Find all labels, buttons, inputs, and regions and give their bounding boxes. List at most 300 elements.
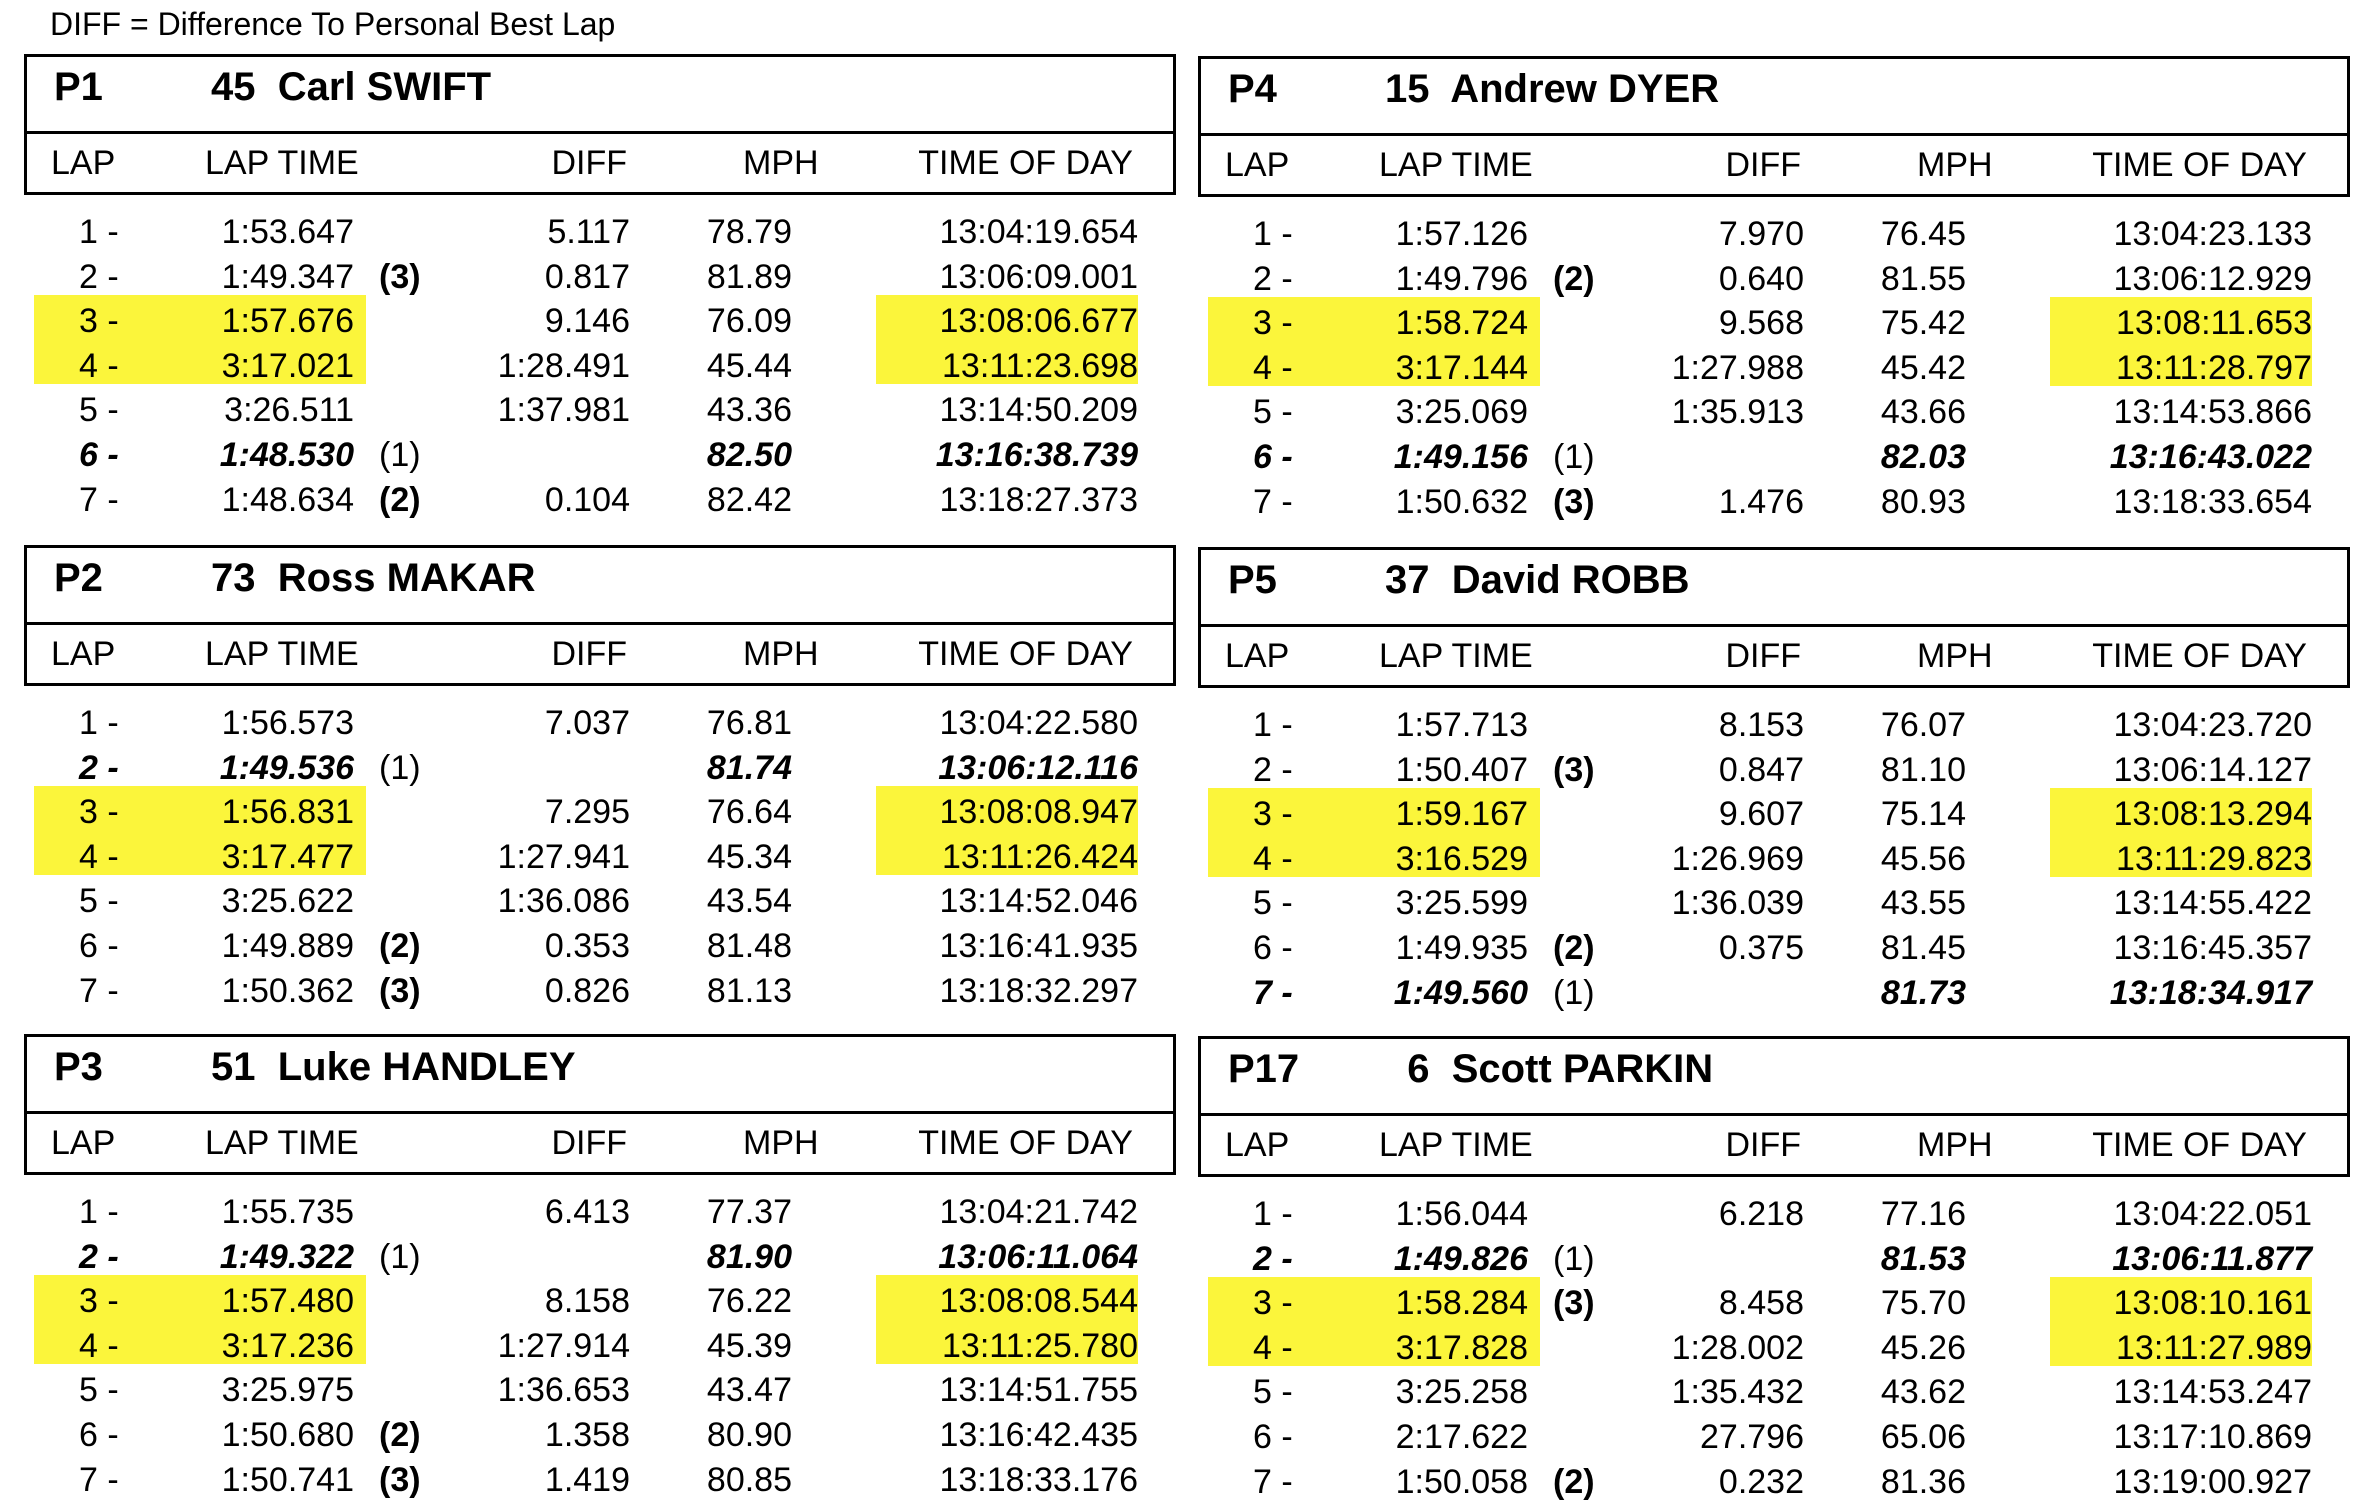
column-headers (27, 625, 1173, 686)
lap-time: 1:50.058 (1395, 1462, 1528, 1501)
lap-time-of-day: 13:18:33.654 (2113, 482, 2312, 521)
lap-row (1198, 703, 2350, 748)
driver-header (27, 548, 1173, 625)
lap-rank: (2) (1553, 1462, 1595, 1501)
lap-number: 4 - (79, 1326, 119, 1365)
lap-row (24, 433, 1176, 478)
lap-number: 5 - (1253, 884, 1293, 923)
lap-diff: 1:36.039 (1671, 884, 1804, 923)
lap-number: 7 - (1253, 1462, 1293, 1501)
lap-number: 1 - (1253, 706, 1293, 744)
lap-time: 1:49.935 (1395, 928, 1528, 967)
driver-name: 51 Luke HANDLEY (211, 1045, 576, 1089)
lap-mph: 75.70 (1880, 1284, 1966, 1323)
lap-time: 1:49.889 (221, 926, 354, 965)
lap-time-of-day: 13:08:08.544 (939, 1282, 1138, 1321)
column-header-lap: LAP (51, 144, 116, 182)
lap-number: 3 - (1253, 795, 1293, 834)
lap-time-of-day: 13:11:29.823 (2116, 839, 2312, 878)
lap-diff: 1:28.002 (1671, 1328, 1804, 1367)
lap-mph: 76.81 (706, 704, 792, 742)
lap-rows (1198, 703, 2350, 1015)
lap-rank: (3) (1553, 1284, 1595, 1323)
lap-row (24, 388, 1176, 433)
lap-number: 1 - (79, 213, 119, 251)
column-header-lap: LAP (1225, 1126, 1290, 1164)
lap-row (24, 1368, 1176, 1413)
lap-number: 2 - (1253, 750, 1293, 789)
lap-time-of-day: 13:16:43.022 (2109, 437, 2312, 476)
lap-time-of-day: 13:17:10.869 (2113, 1417, 2312, 1456)
driver-panel (24, 1034, 1176, 1499)
lap-mph: 45.39 (706, 1326, 792, 1365)
lap-number: 2 - (79, 1237, 119, 1276)
lap-diff: 27.796 (1700, 1417, 1804, 1456)
lap-mph: 76.22 (706, 1282, 792, 1321)
lap-rank: (2) (379, 1415, 421, 1454)
lap-diff: 1:35.432 (1671, 1373, 1804, 1412)
lap-time: 2:17.622 (1395, 1417, 1528, 1456)
lap-rank: (1) (379, 435, 421, 474)
lap-row (1198, 881, 2350, 926)
column-header-lap: LAP (51, 635, 116, 673)
lap-diff: 9.607 (1718, 795, 1804, 834)
column-headers (1201, 1116, 2347, 1177)
lap-diff: 0.104 (544, 480, 630, 519)
lap-row (1198, 1192, 2350, 1237)
lap-row (1198, 971, 2350, 1016)
lap-row (24, 835, 1176, 880)
lap-row (24, 210, 1176, 255)
lap-diff: 6.218 (1718, 1195, 1804, 1233)
driver-panel (1198, 56, 2350, 521)
lap-time: 1:56.831 (221, 793, 354, 832)
column-header-lap: LAP (51, 1124, 116, 1162)
lap-time-of-day: 13:18:33.176 (939, 1460, 1138, 1499)
lap-diff: 7.037 (544, 704, 630, 742)
lap-mph: 45.42 (1880, 348, 1966, 387)
lap-time: 1:56.573 (221, 704, 354, 742)
lap-number: 7 - (1253, 973, 1293, 1012)
lap-number: 1 - (79, 704, 119, 742)
lap-mph: 81.13 (706, 971, 792, 1010)
driver-header (27, 1037, 1173, 1114)
lap-time: 3:26.511 (224, 391, 354, 430)
column-headers (27, 1114, 1173, 1175)
lap-row (24, 478, 1176, 523)
lap-rows (24, 1190, 1176, 1502)
lap-diff: 1:27.988 (1671, 348, 1804, 387)
lap-number: 6 - (79, 1415, 119, 1454)
lap-time: 3:17.144 (1395, 348, 1528, 387)
column-header-lap: LAP (1225, 637, 1290, 675)
lap-diff: 1.358 (544, 1415, 630, 1454)
lap-diff: 7.295 (544, 793, 630, 832)
lap-mph: 81.48 (706, 926, 792, 965)
lap-number: 2 - (79, 257, 119, 296)
lap-row (24, 1190, 1176, 1235)
lap-number: 7 - (79, 1460, 119, 1499)
lap-diff: 8.153 (1718, 706, 1804, 744)
lap-time-of-day: 13:18:27.373 (939, 480, 1138, 519)
lap-diff: 0.826 (544, 971, 630, 1010)
lap-number: 7 - (1253, 482, 1293, 521)
lap-time: 1:55.735 (221, 1193, 354, 1231)
lap-time: 1:50.741 (221, 1460, 354, 1499)
lap-time-of-day: 13:06:12.929 (2113, 259, 2312, 298)
lap-number: 7 - (79, 480, 119, 519)
lap-number: 6 - (1253, 1417, 1293, 1456)
lap-mph: 81.36 (1880, 1462, 1966, 1501)
lap-diff: 8.158 (544, 1282, 630, 1321)
column-headers (27, 134, 1173, 195)
lap-time: 1:49.560 (1393, 973, 1528, 1012)
column-header-time-of-day: TIME OF DAY (918, 144, 1133, 182)
lap-diff: 0.817 (544, 257, 630, 296)
lap-rows (1198, 1192, 2350, 1504)
lap-mph: 43.47 (706, 1371, 792, 1410)
lap-time-of-day: 13:14:53.866 (2113, 393, 2312, 432)
lap-mph: 81.53 (1880, 1239, 1966, 1278)
lap-row (24, 1324, 1176, 1369)
lap-time: 1:49.826 (1393, 1239, 1528, 1278)
lap-time-of-day: 13:18:32.297 (939, 971, 1138, 1010)
column-header-lap-time: LAP TIME (1379, 637, 1533, 675)
lap-time-of-day: 13:04:23.720 (2113, 706, 2312, 744)
lap-time: 3:25.622 (221, 882, 354, 921)
lap-time-of-day: 13:16:38.739 (935, 435, 1138, 474)
lap-time: 1:50.407 (1395, 750, 1528, 789)
lap-row (1198, 212, 2350, 257)
lap-row (1198, 926, 2350, 971)
lap-time: 1:49.796 (1395, 259, 1528, 298)
lap-time: 1:57.713 (1395, 706, 1528, 744)
lap-time: 1:56.044 (1395, 1195, 1528, 1233)
lap-number: 6 - (1253, 928, 1293, 967)
lap-row (1198, 1370, 2350, 1415)
lap-row (24, 344, 1176, 389)
lap-time-of-day: 13:18:34.917 (2109, 973, 2312, 1012)
lap-row (1198, 1237, 2350, 1282)
lap-time: 3:17.828 (1395, 1328, 1528, 1367)
lap-diff: 1:26.969 (1671, 839, 1804, 878)
lap-row (24, 1235, 1176, 1280)
column-header-lap-time: LAP TIME (205, 1124, 359, 1162)
lap-rank: (3) (379, 971, 421, 1010)
lap-mph: 76.09 (706, 302, 792, 341)
lap-row (1198, 748, 2350, 793)
lap-row (1198, 837, 2350, 882)
lap-mph: 76.64 (706, 793, 792, 832)
lap-diff: 1:28.491 (497, 346, 630, 385)
lap-mph: 81.73 (1880, 973, 1966, 1012)
column-header-lap-time: LAP TIME (1379, 146, 1533, 184)
panel-header-box (1198, 547, 2350, 688)
lap-rank: (1) (1553, 973, 1595, 1012)
lap-time: 1:49.536 (219, 748, 354, 787)
lap-row (24, 1279, 1176, 1324)
lap-time-of-day: 13:04:22.580 (939, 704, 1138, 742)
lap-number: 7 - (79, 971, 119, 1010)
lap-time: 1:58.284 (1395, 1284, 1528, 1323)
lap-mph: 80.85 (706, 1460, 792, 1499)
column-header-time-of-day: TIME OF DAY (2092, 1126, 2307, 1164)
lap-rank: (3) (379, 257, 421, 296)
lap-diff: 7.970 (1718, 215, 1804, 253)
lap-number: 3 - (79, 1282, 119, 1321)
driver-header (1201, 550, 2347, 627)
lap-time-of-day: 13:06:09.001 (939, 257, 1138, 296)
lap-time: 1:57.480 (221, 1282, 354, 1321)
column-header-diff: DIFF (551, 635, 627, 673)
lap-number: 2 - (1253, 259, 1293, 298)
lap-rank: (2) (1553, 259, 1595, 298)
lap-diff: 0.375 (1718, 928, 1804, 967)
lap-row (24, 255, 1176, 300)
lap-diff: 0.353 (544, 926, 630, 965)
lap-row (1198, 1326, 2350, 1371)
driver-header (27, 57, 1173, 134)
lap-time: 3:25.069 (1395, 393, 1528, 432)
column-header-mph: MPH (743, 635, 819, 673)
column-header-time-of-day: TIME OF DAY (918, 1124, 1133, 1162)
lap-mph: 82.42 (706, 480, 792, 519)
lap-mph: 45.34 (706, 837, 792, 876)
lap-rank: (1) (1553, 437, 1595, 476)
lap-time-of-day: 13:06:12.116 (938, 748, 1138, 787)
panel-header-box (24, 1034, 1176, 1175)
lap-time: 3:25.975 (221, 1371, 354, 1410)
lap-number: 5 - (1253, 393, 1293, 432)
column-header-lap-time: LAP TIME (205, 635, 359, 673)
column-header-time-of-day: TIME OF DAY (2092, 146, 2307, 184)
lap-number: 1 - (79, 1193, 119, 1231)
finishing-position: P5 (1228, 558, 1277, 602)
lap-mph: 45.56 (1880, 839, 1966, 878)
lap-number: 4 - (1253, 1328, 1293, 1367)
lap-mph: 43.54 (706, 882, 792, 921)
lap-time: 1:49.347 (221, 257, 354, 296)
lap-rank: (2) (1553, 928, 1595, 967)
lap-row (1198, 792, 2350, 837)
lap-diff: 1:36.086 (497, 882, 630, 921)
lap-number: 3 - (1253, 1284, 1293, 1323)
lap-time-of-day: 13:06:11.064 (938, 1237, 1138, 1276)
finishing-position: P3 (54, 1045, 103, 1089)
lap-diff: 1:37.981 (497, 391, 630, 430)
lap-row (1198, 301, 2350, 346)
column-header-lap-time: LAP TIME (205, 144, 359, 182)
lap-diff: 0.640 (1718, 259, 1804, 298)
lap-number: 4 - (1253, 839, 1293, 878)
lap-mph: 81.90 (706, 1237, 792, 1276)
lap-diff: 0.232 (1718, 1462, 1804, 1501)
lap-mph: 45.44 (706, 346, 792, 385)
lap-row (1198, 1415, 2350, 1460)
lap-diff: 8.458 (1718, 1284, 1804, 1323)
lap-diff: 5.117 (547, 213, 630, 251)
lap-time-of-day: 13:16:41.935 (939, 926, 1138, 965)
driver-panel (1198, 547, 2350, 1012)
lap-number: 6 - (1253, 437, 1293, 476)
lap-number: 5 - (1253, 1373, 1293, 1412)
lap-mph: 77.16 (1880, 1195, 1966, 1233)
lap-time-of-day: 13:19:00.927 (2113, 1462, 2312, 1501)
lap-time: 1:57.676 (221, 302, 354, 341)
lap-diff: 1:27.941 (497, 837, 630, 876)
column-headers (1201, 136, 2347, 197)
panel-header-box (24, 54, 1176, 195)
lap-mph: 81.55 (1880, 259, 1966, 298)
lap-rows (24, 210, 1176, 522)
column-header-diff: DIFF (1725, 637, 1801, 675)
lap-time: 1:49.156 (1393, 437, 1528, 476)
lap-time-of-day: 13:14:52.046 (939, 882, 1138, 921)
lap-mph: 76.07 (1880, 706, 1966, 744)
lap-time: 3:17.236 (221, 1326, 354, 1365)
lap-mph: 81.45 (1880, 928, 1966, 967)
lap-number: 3 - (79, 302, 119, 341)
column-header-mph: MPH (1917, 146, 1993, 184)
lap-mph: 77.37 (706, 1193, 792, 1231)
lap-time-of-day: 13:14:51.755 (939, 1371, 1138, 1410)
lap-diff: 9.568 (1718, 304, 1804, 343)
lap-number: 4 - (79, 837, 119, 876)
lap-time: 1:59.167 (1395, 795, 1528, 834)
lap-row (24, 1413, 1176, 1458)
finishing-position: P17 (1228, 1047, 1300, 1091)
lap-time: 3:25.599 (1395, 884, 1528, 923)
driver-panel (24, 54, 1176, 519)
lap-time-of-day: 13:11:23.698 (942, 346, 1138, 385)
lap-diff: 9.146 (544, 302, 630, 341)
lap-number: 3 - (79, 793, 119, 832)
lap-number: 1 - (1253, 215, 1293, 253)
lap-time-of-day: 13:04:23.133 (2113, 215, 2312, 253)
finishing-position: P2 (54, 556, 103, 600)
panel-header-box (24, 545, 1176, 686)
lap-time: 1:53.647 (221, 213, 354, 251)
lap-row (1198, 1281, 2350, 1326)
column-header-diff: DIFF (1725, 1126, 1801, 1164)
lap-row (1198, 480, 2350, 525)
lap-time-of-day: 13:06:14.127 (2113, 750, 2312, 789)
driver-panel (1198, 1036, 2350, 1501)
lap-row (1198, 435, 2350, 480)
lap-mph: 75.42 (1880, 304, 1966, 343)
lap-time-of-day: 13:14:53.247 (2113, 1373, 2312, 1412)
lap-time: 1:49.322 (219, 1237, 354, 1276)
column-header-lap-time: LAP TIME (1379, 1126, 1533, 1164)
lap-row (24, 790, 1176, 835)
lap-mph: 81.10 (1880, 750, 1966, 789)
driver-panel (24, 545, 1176, 1010)
finishing-position: P1 (54, 65, 103, 109)
column-header-diff: DIFF (551, 144, 627, 182)
lap-diff: 1.419 (544, 1460, 630, 1499)
lap-number: 2 - (79, 748, 119, 787)
lap-rank: (3) (379, 1460, 421, 1499)
lap-mph: 75.14 (1880, 795, 1966, 834)
column-header-time-of-day: TIME OF DAY (2092, 637, 2307, 675)
lap-mph: 82.50 (706, 435, 792, 474)
lap-rank: (2) (379, 926, 421, 965)
lap-mph: 81.89 (706, 257, 792, 296)
lap-row (1198, 390, 2350, 435)
lap-time-of-day: 13:11:25.780 (942, 1326, 1138, 1365)
lap-time: 3:25.258 (1395, 1373, 1528, 1412)
lap-time-of-day: 13:08:13.294 (2113, 795, 2312, 834)
lap-rank: (1) (379, 1237, 421, 1276)
lap-time-of-day: 13:16:45.357 (2113, 928, 2312, 967)
lap-time: 3:16.529 (1395, 839, 1528, 878)
column-header-mph: MPH (1917, 637, 1993, 675)
lap-time: 1:50.362 (221, 971, 354, 1010)
lap-rank: (1) (1553, 1239, 1595, 1278)
lap-row (1198, 1460, 2350, 1505)
lap-mph: 65.06 (1880, 1417, 1966, 1456)
lap-rows (1198, 212, 2350, 524)
lap-mph: 43.36 (706, 391, 792, 430)
lap-time-of-day: 13:11:27.989 (2116, 1328, 2312, 1367)
lap-number: 5 - (79, 391, 119, 430)
column-header-diff: DIFF (551, 1124, 627, 1162)
lap-row (1198, 346, 2350, 391)
column-header-mph: MPH (743, 144, 819, 182)
lap-time: 1:50.632 (1395, 482, 1528, 521)
lap-number: 6 - (79, 435, 119, 474)
legend-note: DIFF = Difference To Personal Best Lap (50, 6, 616, 42)
lap-time-of-day: 13:04:22.051 (2113, 1195, 2312, 1233)
driver-name: 37 David ROBB (1385, 558, 1690, 602)
driver-name: 15 Andrew DYER (1385, 67, 1720, 111)
lap-time-of-day: 13:06:11.877 (2112, 1239, 2312, 1278)
lap-mph: 43.62 (1880, 1373, 1966, 1412)
lap-row (24, 1458, 1176, 1503)
lap-time: 1:58.724 (1395, 304, 1528, 343)
lap-time-of-day: 13:08:06.677 (939, 302, 1138, 341)
lap-time-of-day: 13:11:28.797 (2116, 348, 2312, 387)
lap-rank: (3) (1553, 750, 1595, 789)
lap-row (24, 746, 1176, 791)
lap-mph: 80.93 (1880, 482, 1966, 521)
lap-mph: 45.26 (1880, 1328, 1966, 1367)
lap-diff: 0.847 (1718, 750, 1804, 789)
lap-time: 1:50.680 (221, 1415, 354, 1454)
lap-mph: 81.74 (706, 748, 792, 787)
lap-number: 4 - (1253, 348, 1293, 387)
lap-rank: (2) (379, 480, 421, 519)
lap-mph: 76.45 (1880, 215, 1966, 253)
lap-time-of-day: 13:14:55.422 (2113, 884, 2312, 923)
panel-header-box (1198, 1036, 2350, 1177)
driver-header (1201, 1039, 2347, 1116)
column-header-diff: DIFF (1725, 146, 1801, 184)
lap-row (24, 701, 1176, 746)
lap-time: 1:57.126 (1395, 215, 1528, 253)
lap-row (24, 299, 1176, 344)
driver-name: 6 Scott PARKIN (1385, 1047, 1714, 1091)
finishing-position: P4 (1228, 67, 1277, 111)
lap-time-of-day: 13:08:11.653 (2116, 304, 2312, 343)
lap-mph: 78.79 (706, 213, 792, 251)
lap-diff: 1:35.913 (1671, 393, 1804, 432)
lap-number: 3 - (1253, 304, 1293, 343)
lap-time-of-day: 13:04:21.742 (939, 1193, 1138, 1231)
lap-time-of-day: 13:11:26.424 (942, 837, 1138, 876)
driver-header (1201, 59, 2347, 136)
driver-name: 73 Ross MAKAR (211, 556, 536, 600)
